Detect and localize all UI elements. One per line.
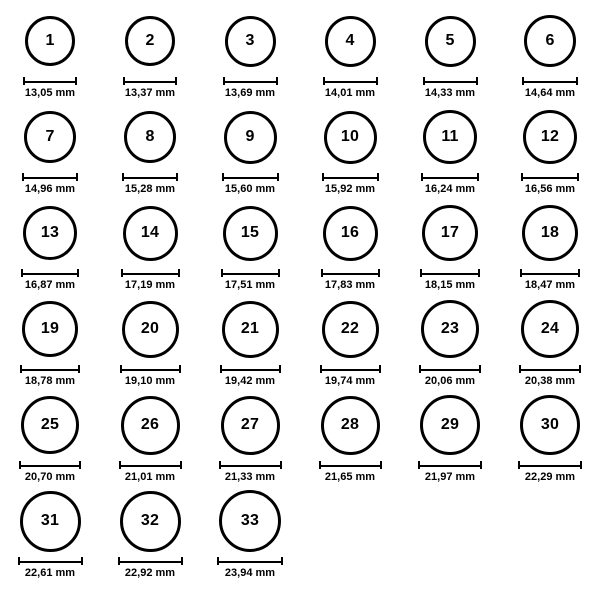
measure-bar (122, 173, 178, 181)
ring-size-label: 18 (540, 224, 560, 241)
ring-diameter-label: 13,37 mm (124, 87, 176, 99)
ring-circle (420, 395, 480, 455)
ring-circle (221, 396, 280, 455)
ring-size-label: 32 (140, 512, 160, 529)
ring-circle-wrap (520, 392, 580, 458)
measure-bar (423, 77, 478, 85)
ring-circle-wrap (120, 488, 181, 554)
ring-diameter-label: 22,92 mm (124, 567, 176, 579)
ring-cell[interactable] (100, 488, 200, 584)
ring-cell[interactable] (400, 200, 500, 296)
measure-bar (119, 461, 182, 469)
measure-bracket (119, 460, 182, 470)
ring-circle-wrap (323, 200, 378, 266)
ring-circle (121, 396, 180, 455)
ring-cell[interactable] (500, 392, 600, 488)
ring-diameter-label: 14,01 mm (324, 87, 376, 99)
ring-circle-wrap (325, 8, 376, 74)
ring-cell[interactable] (0, 488, 100, 584)
ring-size-label: 19 (40, 320, 60, 337)
measure-bar (421, 173, 479, 181)
measure-bracket (323, 76, 378, 86)
ring-diameter-label: 19,74 mm (324, 375, 376, 387)
ring-circle (125, 16, 175, 66)
ring-size-label: 8 (145, 128, 155, 145)
measure-bracket (23, 76, 77, 86)
ring-circle (225, 16, 276, 67)
ring-size-label: 26 (140, 416, 160, 433)
ring-circle-wrap (422, 200, 478, 266)
ring-circle-wrap (221, 392, 280, 458)
ring-cell[interactable] (400, 8, 500, 104)
ring-cell[interactable] (0, 392, 100, 488)
measure-bar (522, 77, 578, 85)
ring-circle (123, 206, 178, 261)
ring-circle (523, 110, 577, 164)
measure-bracket (21, 268, 79, 278)
ring-circle (422, 205, 478, 261)
measure-bracket (122, 172, 178, 182)
ring-cell[interactable] (200, 296, 300, 392)
measure-bar (220, 365, 281, 373)
ring-circle (25, 16, 75, 66)
ring-size-label: 30 (540, 416, 560, 433)
ring-cell[interactable] (100, 8, 200, 104)
ring-circle-wrap (322, 296, 379, 362)
measure-bar (221, 269, 280, 277)
measure-bar (23, 77, 77, 85)
ring-circle (421, 300, 479, 358)
ring-diameter-label: 21,01 mm (124, 471, 176, 483)
ring-circle (322, 301, 379, 358)
ring-diameter-label: 18,47 mm (524, 279, 576, 291)
ring-circle (321, 396, 380, 455)
ring-circle-wrap (20, 488, 81, 554)
ring-cell[interactable] (200, 200, 300, 296)
ring-size-label: 21 (240, 320, 260, 337)
measure-bar (217, 557, 283, 565)
measure-bar (19, 461, 81, 469)
ring-circle-wrap (225, 8, 276, 74)
ring-cell[interactable] (200, 8, 300, 104)
ring-size-label: 20 (140, 320, 160, 337)
ring-diameter-label: 18,78 mm (24, 375, 76, 387)
ring-circle-wrap (123, 200, 178, 266)
measure-bracket (518, 460, 582, 470)
ring-size-label: 16 (340, 224, 360, 241)
ring-diameter-label: 22,61 mm (24, 567, 76, 579)
ring-circle (522, 205, 578, 261)
ring-cell[interactable] (300, 392, 400, 488)
measure-bracket (321, 268, 380, 278)
measure-bar (320, 365, 381, 373)
ring-cell[interactable] (500, 200, 600, 296)
ring-circle-wrap (125, 8, 175, 74)
ring-circle-wrap (321, 392, 380, 458)
ring-circle (520, 395, 580, 455)
ring-circle (524, 15, 576, 67)
measure-bracket (22, 172, 78, 182)
measure-bracket (220, 364, 281, 374)
ring-cell[interactable] (200, 104, 300, 200)
measure-bracket (520, 268, 580, 278)
ring-size-label: 11 (441, 128, 459, 145)
ring-diameter-label: 20,06 mm (424, 375, 476, 387)
measure-bracket (421, 172, 479, 182)
ring-diameter-label: 16,24 mm (424, 183, 476, 195)
ring-circle-wrap (24, 104, 76, 170)
ring-size-label: 31 (40, 512, 60, 529)
ring-circle-wrap (25, 8, 75, 74)
ring-cell[interactable] (100, 296, 200, 392)
ring-size-label: 10 (340, 128, 360, 145)
ring-cell[interactable] (100, 104, 200, 200)
ring-size-label: 27 (240, 416, 260, 433)
ring-circle (325, 16, 376, 67)
ring-circle-wrap (421, 296, 479, 362)
ring-size-label: 6 (545, 32, 555, 49)
ring-diameter-label: 16,56 mm (524, 183, 576, 195)
ring-circle (120, 491, 181, 552)
ring-diameter-label: 22,29 mm (524, 471, 576, 483)
ring-circle-wrap (223, 200, 278, 266)
measure-bar (520, 269, 580, 277)
ring-diameter-label: 19,42 mm (224, 375, 276, 387)
ring-size-label: 13 (40, 224, 60, 241)
ring-diameter-label: 14,64 mm (524, 87, 576, 99)
ring-size-label: 17 (440, 224, 460, 241)
ring-size-label: 4 (345, 32, 355, 49)
measure-bracket (522, 76, 578, 86)
measure-bracket (120, 364, 181, 374)
ring-circle-wrap (523, 104, 577, 170)
ring-diameter-label: 14,96 mm (24, 183, 76, 195)
ring-size-label: 5 (445, 32, 455, 49)
measure-bracket (521, 172, 579, 182)
ring-size-label: 2 (145, 32, 155, 49)
measure-bracket (121, 268, 180, 278)
measure-bar (22, 173, 78, 181)
measure-bracket (19, 460, 81, 470)
ring-circle-wrap (122, 296, 179, 362)
measure-bar (120, 365, 181, 373)
ring-circle-wrap (425, 8, 476, 74)
ring-circle (425, 16, 476, 67)
ring-circle-wrap (121, 392, 180, 458)
ring-cell[interactable] (300, 104, 400, 200)
ring-diameter-label: 19,10 mm (124, 375, 176, 387)
measure-bar (419, 365, 481, 373)
ring-diameter-label: 21,33 mm (224, 471, 276, 483)
ring-size-label: 14 (140, 224, 160, 241)
ring-size-label: 25 (40, 416, 60, 433)
ring-cell[interactable] (500, 104, 600, 200)
measure-bar (420, 269, 480, 277)
ring-diameter-label: 15,60 mm (224, 183, 276, 195)
measure-bar (518, 461, 582, 469)
measure-bar (121, 269, 180, 277)
ring-cell[interactable] (400, 296, 500, 392)
measure-bracket (322, 172, 379, 182)
measure-bar (519, 365, 581, 373)
ring-cell[interactable] (500, 296, 600, 392)
measure-bracket (20, 364, 80, 374)
ring-diameter-label: 13,05 mm (24, 87, 76, 99)
ring-cell[interactable] (200, 488, 300, 584)
ring-cell[interactable] (100, 200, 200, 296)
measure-bar (219, 461, 282, 469)
measure-bar (321, 269, 380, 277)
ring-size-label: 28 (340, 416, 360, 433)
measure-bracket (223, 76, 278, 86)
ring-cell[interactable] (200, 392, 300, 488)
ring-diameter-label: 15,28 mm (124, 183, 176, 195)
ring-circle (224, 111, 277, 164)
ring-circle-wrap (524, 8, 576, 74)
ring-size-label: 29 (440, 416, 460, 433)
ring-size-label: 22 (340, 320, 360, 337)
ring-circle (222, 301, 279, 358)
ring-size-label: 3 (245, 32, 255, 49)
measure-bracket (319, 460, 382, 470)
ring-size-label: 12 (540, 128, 560, 145)
ring-cell[interactable] (500, 8, 600, 104)
ring-circle (23, 206, 77, 260)
ring-diameter-label: 17,51 mm (224, 279, 276, 291)
ring-circle (521, 300, 579, 358)
ring-circle-wrap (521, 296, 579, 362)
measure-bracket (219, 460, 282, 470)
ring-circle-wrap (124, 104, 176, 170)
measure-bracket (118, 556, 183, 566)
ring-circle (219, 490, 281, 552)
measure-bar (323, 77, 378, 85)
ring-circle (20, 491, 81, 552)
ring-diameter-label: 18,15 mm (424, 279, 476, 291)
ring-circle-wrap (21, 392, 79, 458)
ring-cell[interactable] (0, 296, 100, 392)
ring-circle-wrap (420, 392, 480, 458)
ring-cell[interactable] (0, 200, 100, 296)
ring-size-label: 23 (440, 320, 460, 337)
ring-circle (21, 396, 79, 454)
ring-circle (223, 206, 278, 261)
ring-circle-wrap (324, 104, 377, 170)
ring-circle (324, 111, 377, 164)
measure-bar (319, 461, 382, 469)
ring-diameter-label: 16,87 mm (24, 279, 76, 291)
measure-bar (521, 173, 579, 181)
ring-cell[interactable] (300, 200, 400, 296)
measure-bar (20, 365, 80, 373)
ring-diameter-label: 21,65 mm (324, 471, 376, 483)
ring-diameter-label: 17,83 mm (324, 279, 376, 291)
measure-bracket (123, 76, 177, 86)
ring-circle (122, 301, 179, 358)
measure-bracket (420, 268, 480, 278)
ring-diameter-label: 13,69 mm (224, 87, 276, 99)
ring-cell[interactable] (0, 104, 100, 200)
ring-cell[interactable] (100, 392, 200, 488)
measure-bracket (221, 268, 280, 278)
measure-bar (123, 77, 177, 85)
ring-size-label: 9 (245, 128, 255, 145)
measure-bar (322, 173, 379, 181)
ring-circle-wrap (222, 296, 279, 362)
measure-bracket (418, 460, 482, 470)
ring-diameter-label: 20,38 mm (524, 375, 576, 387)
ring-size-label: 7 (45, 128, 55, 145)
measure-bracket (222, 172, 279, 182)
measure-bar (223, 77, 278, 85)
ring-circle-wrap (522, 200, 578, 266)
ring-circle-wrap (224, 104, 277, 170)
measure-bracket (18, 556, 83, 566)
ring-cell[interactable] (0, 8, 100, 104)
ring-circle (24, 111, 76, 163)
ring-diameter-label: 14,33 mm (424, 87, 476, 99)
measure-bracket (217, 556, 283, 566)
ring-circle-wrap (219, 488, 281, 554)
measure-bar (118, 557, 183, 565)
ring-diameter-label: 15,92 mm (324, 183, 376, 195)
measure-bracket (320, 364, 381, 374)
measure-bracket (419, 364, 481, 374)
ring-cell[interactable] (300, 8, 400, 104)
ring-cell[interactable] (400, 392, 500, 488)
ring-diameter-label: 20,70 mm (24, 471, 76, 483)
ring-diameter-label: 21,97 mm (424, 471, 476, 483)
ring-circle (423, 110, 477, 164)
measure-bracket (519, 364, 581, 374)
measure-bar (18, 557, 83, 565)
ring-circle (323, 206, 378, 261)
ring-circle (124, 111, 176, 163)
ring-circle-wrap (22, 296, 78, 362)
ring-diameter-label: 17,19 mm (124, 279, 176, 291)
ring-cell[interactable] (300, 296, 400, 392)
ring-size-label: 1 (45, 32, 55, 49)
ring-size-label: 24 (540, 320, 560, 337)
measure-bracket (423, 76, 478, 86)
measure-bar (222, 173, 279, 181)
ring-size-label: 15 (240, 224, 260, 241)
ring-circle-wrap (23, 200, 77, 266)
ring-diameter-label: 23,94 mm (224, 567, 276, 579)
ring-circle-wrap (423, 104, 477, 170)
ring-size-label: 33 (240, 512, 260, 529)
measure-bar (418, 461, 482, 469)
measure-bar (21, 269, 79, 277)
ring-cell[interactable] (400, 104, 500, 200)
ring-circle (22, 301, 78, 357)
